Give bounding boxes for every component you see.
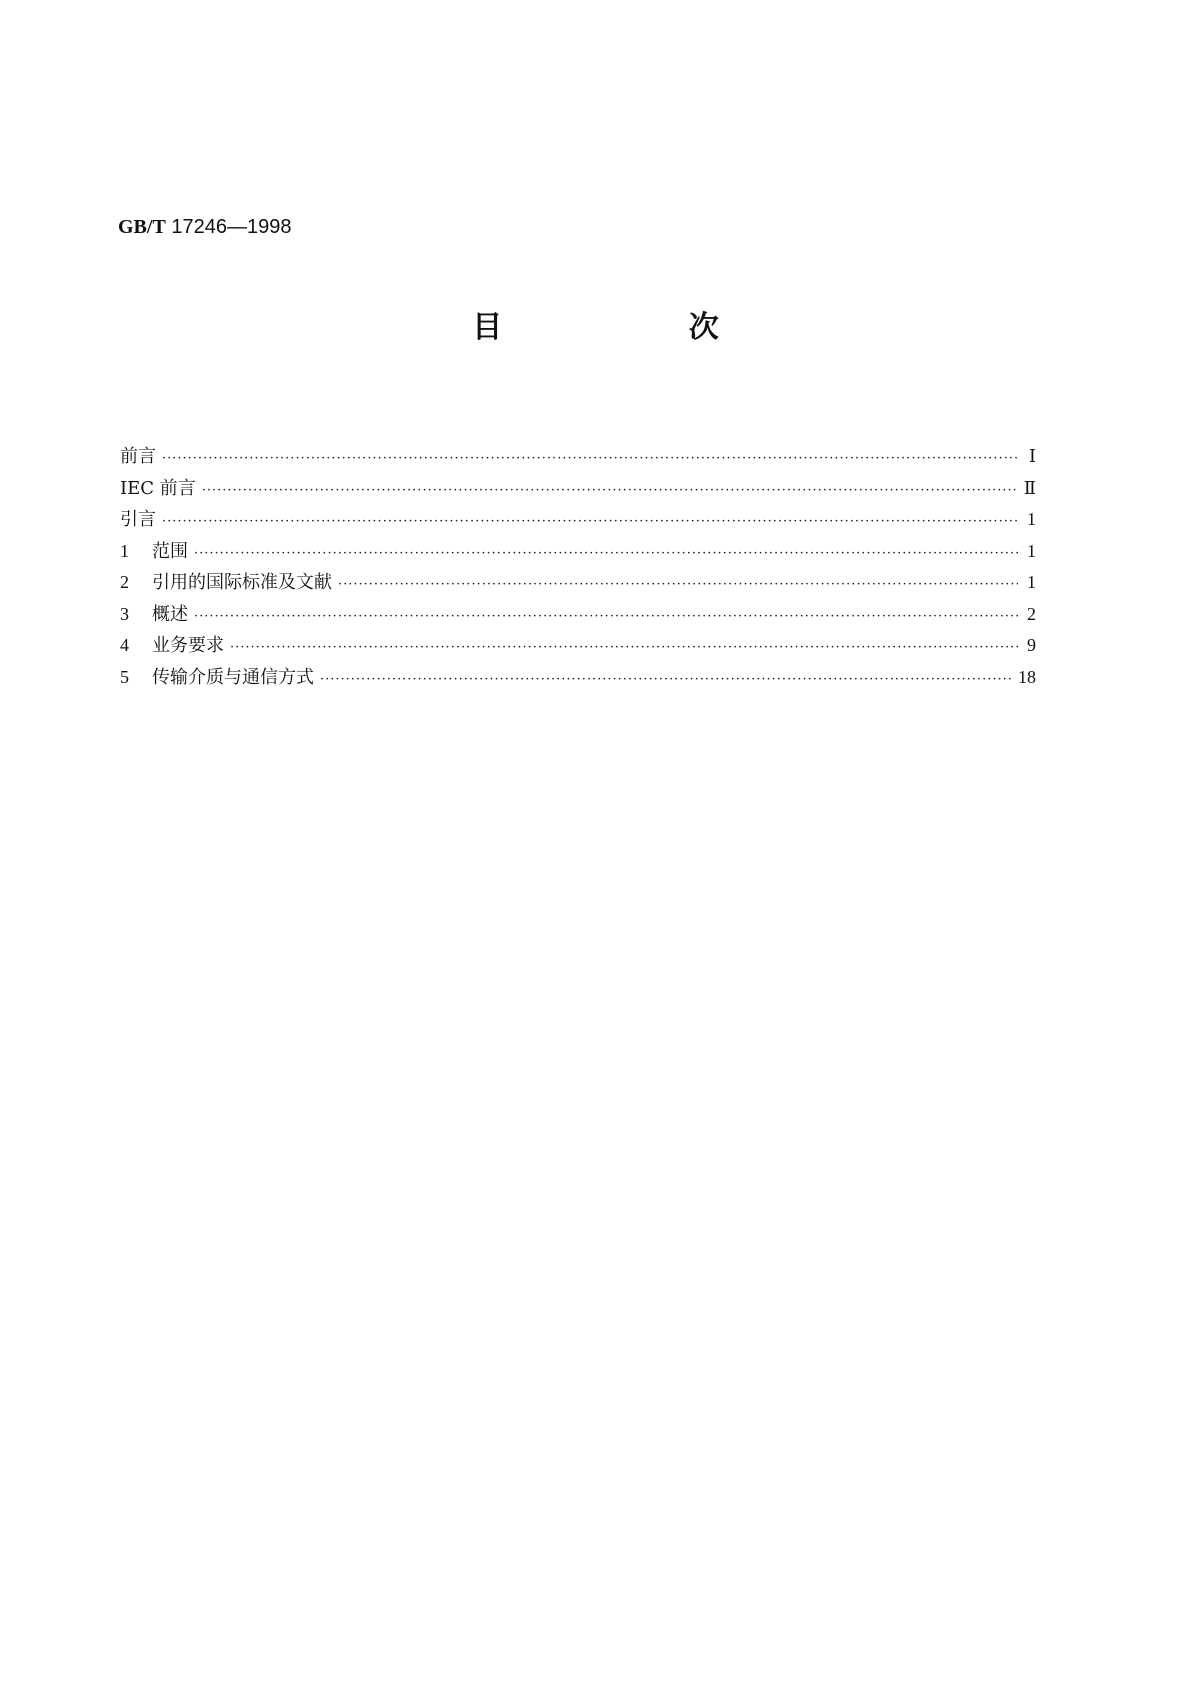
toc-entry[interactable] [120,600,1036,632]
toc-entry-title: 引言 [120,509,156,530]
toc-entry-number: 2 [120,572,129,592]
toc-entry-page: 9 [1027,635,1036,655]
toc-leader-dots [162,451,1018,466]
toc-leader-dots [202,483,1018,498]
toc-entry-number: 4 [120,635,129,655]
toc-entry-number: 5 [120,666,129,687]
toc-leader-dots [194,546,1018,561]
toc-leader-dots [162,514,1018,529]
toc-entry[interactable] [120,505,1036,537]
toc-entry-page: 1 [1027,509,1036,529]
standard-number: 17246—1998 [171,216,292,238]
toc-entry-title: IEC 前言 [120,477,196,499]
toc-entry-page: 18 [1018,666,1036,687]
standard-code [118,216,291,239]
toc-entry-page: 2 [1027,603,1036,624]
toc-entry[interactable] [120,442,1036,474]
toc-entry-page: 1 [1027,540,1036,561]
toc-leader-dots [194,609,1018,624]
toc-entry[interactable] [120,631,1036,663]
toc-entry[interactable] [120,474,1036,506]
toc-entry-title: 范围 [152,540,188,562]
standard-prefix: GB/T [118,216,166,238]
toc-leader-dots [320,672,1012,687]
toc-entry-number: 3 [120,603,129,624]
toc-entry-page: 1 [1027,572,1036,592]
toc-leader-dots [230,640,1018,655]
toc-entry-page: Ⅱ [1023,477,1036,498]
toc-entry-title: 传输介质与通信方式 [152,666,314,688]
toc-entry-title: 业务要求 [152,635,224,656]
table-of-contents [120,442,1036,694]
toc-entry[interactable] [120,537,1036,569]
toc-entry-page: Ⅰ [1028,446,1036,466]
toc-entry[interactable] [120,568,1036,600]
toc-entry[interactable] [120,663,1036,695]
toc-entry-title: 引用的国际标准及文献 [152,572,332,593]
toc-leader-dots [338,577,1018,592]
toc-entry-title: 前言 [120,446,156,467]
toc-entry-number: 1 [120,540,129,561]
toc-entry-title: 概述 [152,603,188,625]
toc-heading: 目 次 [472,310,807,345]
